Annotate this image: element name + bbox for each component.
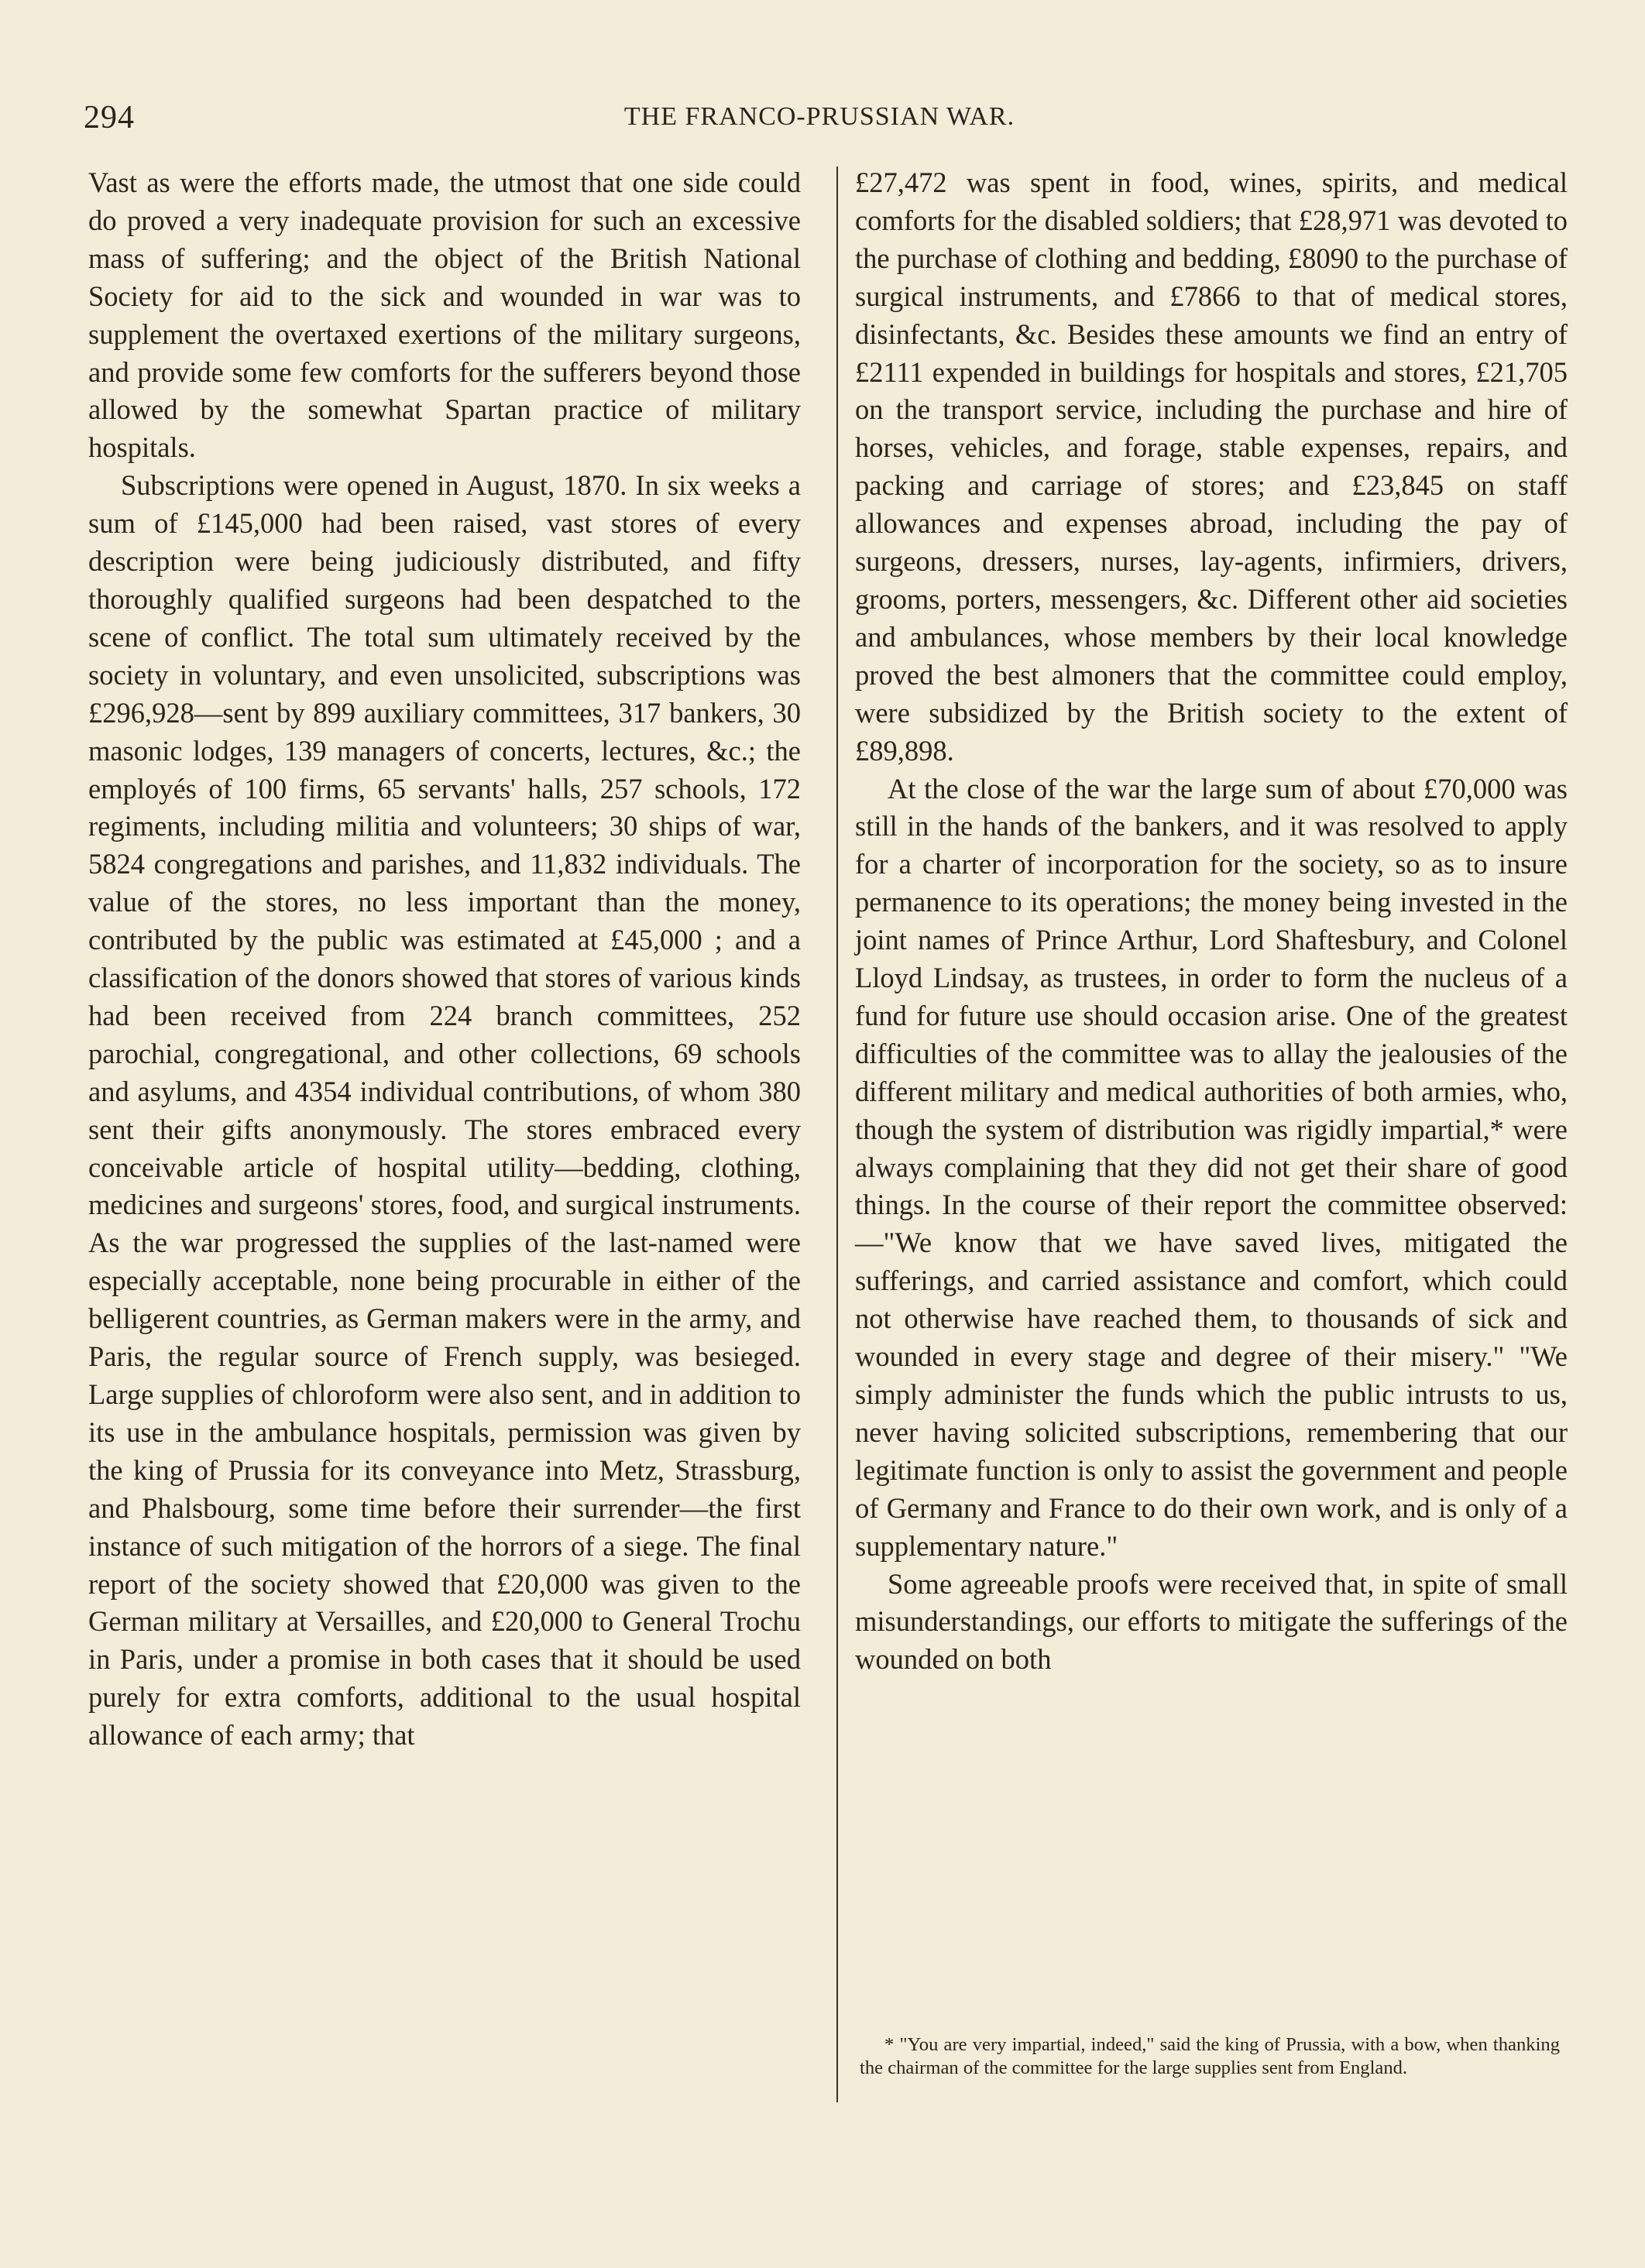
column-divider	[836, 166, 838, 2102]
paragraph-expenditures: £27,472 was spent in food, wines, spirits, and medical comforts for the disabled soldiers; that £28,971 was devoted to the purchase of clothing and bedding, £8090 to the purchase of surgical instruments, and £7866 to that of medical stores, disinfectants, &c. Besides these amounts we find an entry of £2111 expended in buildings for hospitals and stores, £21,705 on the transport service, including the purchase and hire of horses, vehicles, and forage, stable expenses, repairs, and packing and carriage of stores; and £23,845 on staff allowances and expenses abroad, including the pay of surgeons, dressers, nurses, lay-agents, infirmiers, drivers, grooms, porters, messengers, &c. Different other aid societies and ambulances, whose members by their local knowledge proved the best almoners that the committee could employ, were subsidized by the British society to the extent of £89,898.	[855, 166, 1568, 767]
footnote-text: * "You are very impartial, indeed," said the king of Prussia, with a bow, when thanking the chairman of the committee for the large supplies sent from England.	[860, 2034, 1560, 2078]
paragraph-subscriptions: Subscriptions were opened in August, 1870. In six weeks a sum of £145,000 had been raised, vast stores of every description were being judiciously distributed, and fifty thoroughly qualified surgeons had been despatched to the scene of conflict. The total sum ultimately received by the society in voluntary, and even unsolicited, subscriptions was £296,928—sent by 899 auxiliary committees, 317 bankers, 30 masonic lodges, 139 managers of concerts, lectures, &c.; the employés of 100 firms, 65 servants' halls, 257 schools, 172 regiments, including militia and volunteers; 30 ships of war, 5824 congregations and parishes, and 11,832 individuals. The value of the stores, no less important than the money, contributed by the public was estimated at £45,000 ; and a classification of the donors showed that stores of various kinds had been received from 224 branch committees, 252 parochial, congregational, and other collections, 69 schools and asylums, and 4354 individual contributions, of whom 380 sent their gifts anonymously. The stores embraced every conceivable article of hospital utility—bedding, clothing, medicines and surgeons' stores, food, and surgical instruments. As the war progressed the supplies of the last-named were especially acceptable, none being procurable in either of the belligerent countries, as German makers were in the army, and Paris, the regular source of French supply, was besieged. Large supplies of chloroform were also sent, and in addition to its use in the ambulance hospitals, permission was given by the king of Prussia for its conveyance into Metz, Strassburg, and Phalsbourg, some time before their surrender—the first instance of such mitigation of the horrors of a siege. The final report of the society showed that £20,000 was given to the German military at Versailles, and £20,000 to General Trochu in Paris, under a promise in both cases that it should be used purely for extra comforts, additional to the usual hospital allowance of each army; that	[88, 469, 801, 1752]
paragraph-relief-efforts: Vast as were the efforts made, the utmost that one side could do proved a very inadequate provision for such an excessive mass of suffering; and the object of the British National Society for aid to the sick and wounded in war was to supplement the overtaxed exertions of the military surgeons, and provide some few comforts for the sufferers beyond those allowed by the somewhat Spartan practice of military hospitals.	[88, 166, 801, 464]
page-number: 294	[84, 100, 135, 136]
left-column	[88, 164, 801, 1755]
page-header	[84, 99, 1555, 146]
right-column	[855, 164, 1568, 1679]
running-title: THE FRANCO-PRUSSIAN WAR.	[623, 102, 1015, 131]
footnote	[860, 2033, 1560, 2080]
paragraph-close-of-war: At the close of the war the large sum of about £70,000 was still in the hands of the bankers, and it was resolved to apply for a charter of incorporation for the society, so as to insure permanence to its operations; the money being invested in the joint names of Prince Arthur, Lord Shaftesbury, and Colonel Lloyd Lindsay, as trustees, in order to form the nucleus of a fund for future use should occasion arise. One of the greatest difficulties of the committee was to allay the jealousies of the different military and medical authorities of both armies, who, though the system of distribution was rigidly impartial,* were always complaining that they did not get their share of good things. In the course of their report the committee observed:—"We know that we have saved lives, mitigated the sufferings, and carried assistance and comfort, which could not otherwise have reached them, to thousands of sick and wounded in every stage and degree of their misery." "We simply administer the funds which the public intrusts to us, never having solicited subscriptions, remembering that our legitimate function is only to assist the government and people of Germany and France to do their own work, and is only of a supplementary nature."	[855, 772, 1568, 1562]
paragraph-agreeable-proofs: Some agreeable proofs were received that, in spite of small misunderstandings, our efforts to mitigate the sufferings of the wounded on both	[855, 1567, 1568, 1676]
